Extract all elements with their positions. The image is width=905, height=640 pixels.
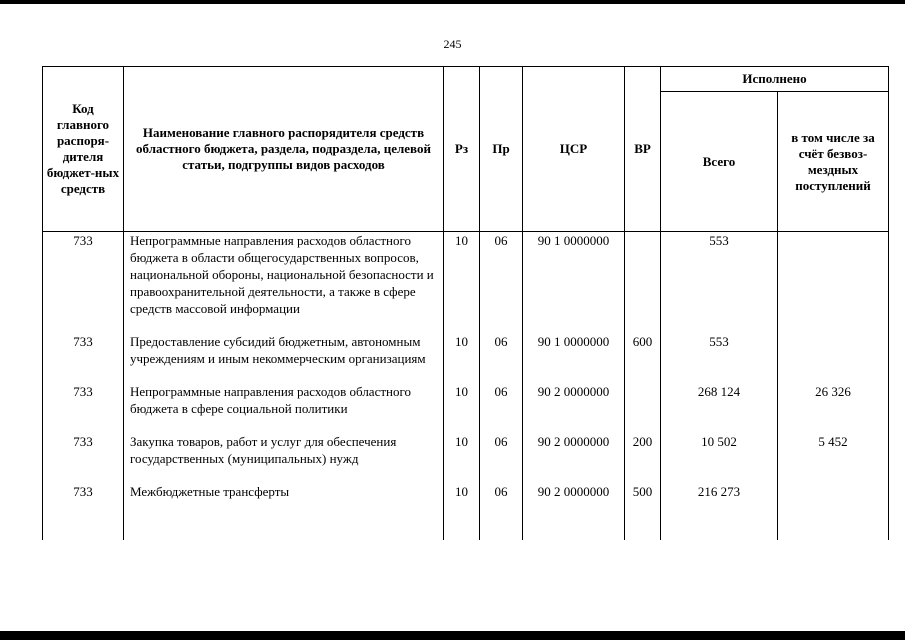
budget-table [42, 66, 889, 540]
cell-including [778, 483, 889, 540]
cell-vr: 600 [625, 333, 661, 383]
cell-csr: 90 2 0000000 [523, 433, 625, 483]
header-executed: Исполнено [661, 67, 889, 92]
cell-total: 10 502 [661, 433, 778, 483]
header-csr: ЦСР [523, 67, 625, 232]
table-row [43, 433, 889, 483]
cell-csr: 90 2 0000000 [523, 483, 625, 540]
header-name: Наименование главного распорядителя средств областного бюджета, раздела, подраздела, целевой статьи, подгруппы видов расходов [124, 67, 444, 232]
header-vr: ВР [625, 67, 661, 232]
cell-rz: 10 [444, 433, 480, 483]
header-pr: Пр [480, 67, 523, 232]
cell-vr: 200 [625, 433, 661, 483]
cell-vr [625, 383, 661, 433]
header-rz: Рз [444, 67, 480, 232]
cell-code: 733 [43, 433, 124, 483]
cell-name: Межбюджетные трансферты [124, 483, 444, 540]
cell-rz: 10 [444, 333, 480, 383]
header-including: в том числе за счёт безвоз-мездных поступлений [778, 92, 889, 232]
cell-name: Предоставление субсидий бюджетным, автономным учреждениям и иным некоммерческим организациям [124, 333, 444, 383]
cell-total: 216 273 [661, 483, 778, 540]
top-border [0, 0, 905, 4]
cell-including: 26 326 [778, 383, 889, 433]
header-code: Код главного распоря-дителя бюджет-ных средств [43, 67, 124, 232]
cell-code: 733 [43, 483, 124, 540]
cell-vr [625, 232, 661, 334]
cell-including [778, 333, 889, 383]
cell-name: Непрограммные направления расходов областного бюджета в области общегосударственных вопросов, национальной обороны, национальной безопасности и правоохранительной деятельности, а также в сфере средств массовой информации [124, 232, 444, 334]
table-row [43, 232, 889, 334]
cell-rz: 10 [444, 383, 480, 433]
cell-pr: 06 [480, 232, 523, 334]
page-number: 245 [443, 37, 462, 51]
cell-pr: 06 [480, 333, 523, 383]
cell-total: 268 124 [661, 383, 778, 433]
cell-pr: 06 [480, 433, 523, 483]
cell-total: 553 [661, 333, 778, 383]
cell-vr: 500 [625, 483, 661, 540]
cell-rz: 10 [444, 232, 480, 334]
table-row [43, 383, 889, 433]
cell-pr: 06 [480, 383, 523, 433]
bottom-border [0, 631, 905, 640]
cell-csr: 90 1 0000000 [523, 333, 625, 383]
cell-name: Непрограммные направления расходов областного бюджета в сфере социальной политики [124, 383, 444, 433]
cell-name: Закупка товаров, работ и услуг для обеспечения государственных (муниципальных) нужд [124, 433, 444, 483]
cell-rz: 10 [444, 483, 480, 540]
cell-code: 733 [43, 383, 124, 433]
cell-code: 733 [43, 333, 124, 383]
cell-including [778, 232, 889, 334]
header-total: Всего [661, 92, 778, 232]
cell-including: 5 452 [778, 433, 889, 483]
header-row-1 [43, 67, 889, 92]
cell-csr: 90 1 0000000 [523, 232, 625, 334]
cell-code: 733 [43, 232, 124, 334]
cell-total: 553 [661, 232, 778, 334]
table-row [43, 333, 889, 383]
cell-csr: 90 2 0000000 [523, 383, 625, 433]
cell-pr: 06 [480, 483, 523, 540]
table-row [43, 483, 889, 540]
